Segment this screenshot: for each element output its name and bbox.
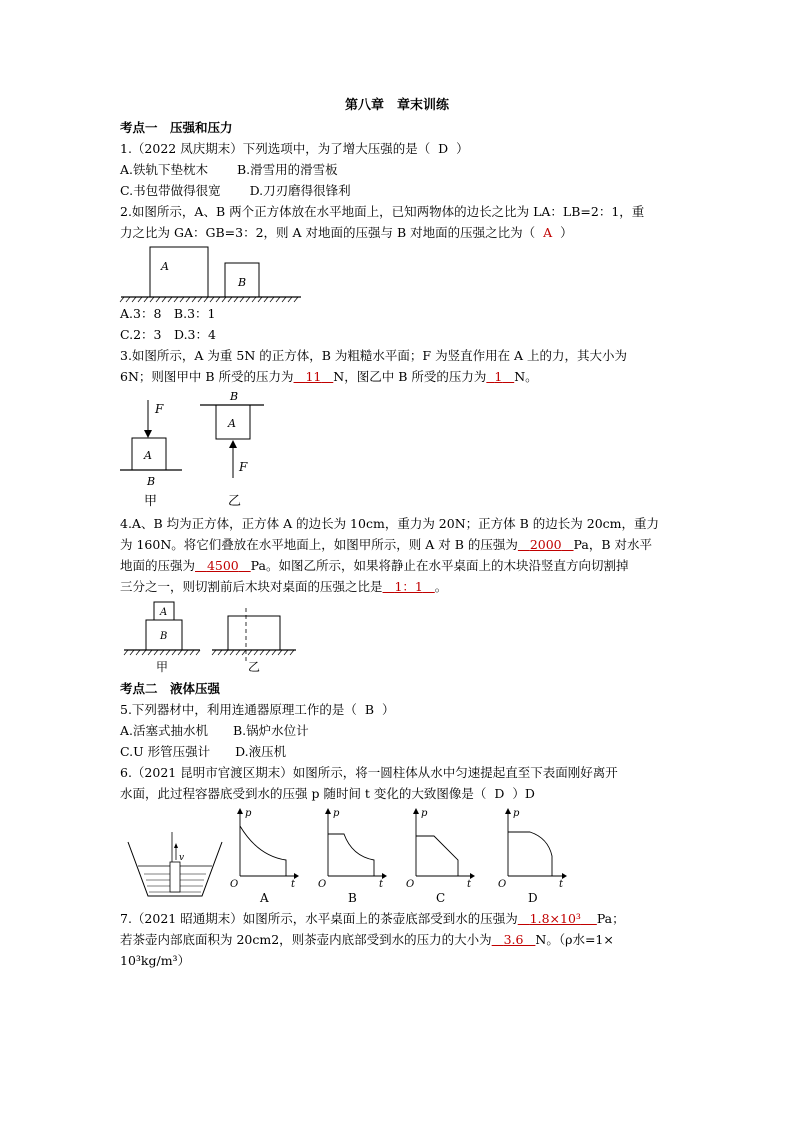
answer: D (494, 786, 505, 801)
answer: 3.6 (503, 932, 524, 947)
option-line: A.3：8 B.3：1 (120, 306, 216, 321)
axis-t: t (379, 879, 384, 890)
graph-a (230, 808, 299, 905)
axis-p: p (513, 808, 520, 819)
caption-jia: 甲 (156, 660, 169, 674)
answer-blank (383, 579, 435, 594)
question-text: N。（ρ水=1× (535, 932, 614, 947)
question-text: N。 (514, 369, 538, 384)
label-b: B (147, 475, 156, 488)
question-text: ） (560, 225, 573, 240)
ground-hatch (212, 650, 294, 655)
answer-blank (486, 369, 514, 384)
label-b: B (230, 390, 239, 403)
graph-label: D (528, 891, 538, 905)
graph-label: C (436, 891, 446, 905)
question-text: Pa； (596, 911, 625, 926)
caption-jia: 甲 (144, 494, 158, 509)
arrow-head (144, 430, 152, 438)
axis-p: p (333, 808, 340, 819)
question-text: 5.下列器材中，利用连通器原理工作的是（ (120, 702, 357, 717)
arrow-head (229, 440, 237, 448)
force-figure (118, 386, 278, 512)
question-text (120, 536, 652, 554)
label-a: A (228, 417, 236, 430)
graph-c (406, 808, 475, 905)
ground-hatch (124, 650, 200, 655)
origin: O (230, 879, 239, 890)
axis-t: t (291, 879, 296, 890)
question-text (120, 224, 573, 242)
question-text: Pa，B 对水平 (573, 537, 653, 552)
answer: 1：1 (394, 579, 423, 594)
graph-label: B (348, 891, 357, 905)
stacked-figure (118, 598, 308, 676)
answer: 2000 (529, 537, 562, 552)
question-text (120, 931, 614, 949)
graph-b (318, 808, 387, 905)
option-line: A.铁轨下垫枕木 B.滑雪用的滑雪板 (120, 162, 338, 177)
answer: 4500 (206, 558, 239, 573)
question-4: 4.A、B 均为正方体，正方体 A 的边长为 10cm，重力为 20N；正方体 B 的边长为 20cm，重力 (120, 516, 660, 531)
question-6: 6.（2021 昆明市官渡区期末）如图所示，将一圆柱体从水中匀速提起直至下表面刚好离开 (120, 765, 618, 780)
label-f: F (155, 402, 164, 416)
question-text: 地面的压强为 (120, 558, 196, 573)
question-7 (120, 910, 625, 928)
graph-label: A (260, 891, 269, 905)
ground-hatch (120, 297, 298, 302)
option-line: C.2：3 D.3：4 (120, 327, 216, 342)
question-text: N，图乙中 B 所受的压力为 (333, 369, 487, 384)
question-text: ）D (512, 786, 535, 801)
question-text (120, 557, 628, 575)
answer-blank (492, 932, 536, 947)
question-1 (120, 140, 469, 158)
axis-t: t (559, 879, 564, 890)
question-3: 3.如图所示，A 为重 5N 的正方体，B 为粗糙水平面；F 为竖直作用在 A 上的力，其大小为 (120, 348, 628, 363)
option-line: C.书包带做得很宽 D.刀刃磨得很锋利 (120, 183, 351, 198)
section-heading: 考点一 压强和压力 (120, 120, 233, 135)
question-text: 若茶壶内部底面积为 20cm2，则茶壶内底部受到水的压力的大小为 (120, 932, 492, 947)
question-text: 7.（2021 昭通期末）如图所示，水平桌面上的茶壶底部受到水的压强为 (120, 911, 518, 926)
caption-yi: 乙 (248, 660, 261, 674)
question-text: 为 160N。将它们叠放在水平地面上，如图甲所示，则 A 对 B 的压强为 (120, 537, 518, 552)
question-text (120, 578, 447, 596)
answer-blank (518, 537, 574, 552)
question-text: ） (382, 702, 395, 717)
axis-p: p (245, 808, 252, 819)
answer: B (364, 702, 375, 717)
question-2: 2.如图所示，A、B 两个正方体放在水平地面上，已知两物体的边长之比为 LA：LB=2：1，重 (120, 204, 645, 219)
question-text: Pa。如图乙所示，如果将静止在水平桌面上的木块沿竖直方向切割掉 (250, 558, 629, 573)
graph-d (498, 808, 567, 905)
origin: O (318, 879, 327, 890)
label-v: v (179, 853, 185, 863)
question-text: ） (456, 141, 469, 156)
answer: 1.8×10³ (529, 911, 581, 926)
question-text: 。 (434, 579, 448, 594)
label-a: A (161, 260, 169, 273)
cube-a (150, 247, 208, 297)
question-text: 6N；则图甲中 B 所受的压力为 (120, 369, 294, 384)
question-text: 三分之一，则切割前后木块对桌面的压强之比是 (120, 579, 383, 594)
question-text: 力之比为 GA：GB=3：2，则 A 对地面的压强与 B 对地面的压强之比为（ (120, 225, 536, 240)
pressure-graphs-figure (118, 804, 588, 908)
answer: 1 (494, 369, 503, 384)
answer-blank (518, 911, 597, 926)
cubes-figure (118, 244, 308, 306)
option-line: A.活塞式抽水机 B.锅炉水位计 (120, 723, 309, 738)
origin: O (406, 879, 415, 890)
answer: D (438, 141, 449, 156)
option-line: C.U 形管压强计 D.液压机 (120, 744, 287, 759)
axis-p: p (421, 808, 428, 819)
answer-blank (195, 558, 251, 573)
question-5 (120, 701, 395, 719)
caption-yi: 乙 (228, 494, 242, 509)
answer-blank (294, 369, 334, 384)
page-title: 第八章 章末训练 (344, 98, 449, 113)
wood-block (228, 616, 280, 650)
question-text: 1.（2022 凤庆期末）下列选项中，为了增大压强的是（ (120, 141, 431, 156)
section-heading: 考点二 液体压强 (120, 681, 221, 696)
question-text: 水面，此过程容器底受到水的压强 p 随时间 t 变化的大致图像是（ (120, 786, 487, 801)
answer: A (543, 225, 553, 240)
label-f: F (239, 460, 248, 474)
question-text (120, 785, 535, 803)
axis-t: t (467, 879, 472, 890)
label-b: B (238, 276, 247, 289)
origin: O (498, 879, 507, 890)
container-diagram (128, 832, 222, 896)
label-a: A (144, 449, 152, 462)
question-text: 10³kg/m³） (120, 953, 191, 968)
answer: 11 (305, 369, 322, 384)
label-b: B (160, 631, 168, 642)
question-text (120, 368, 538, 386)
label-a: A (160, 607, 168, 618)
